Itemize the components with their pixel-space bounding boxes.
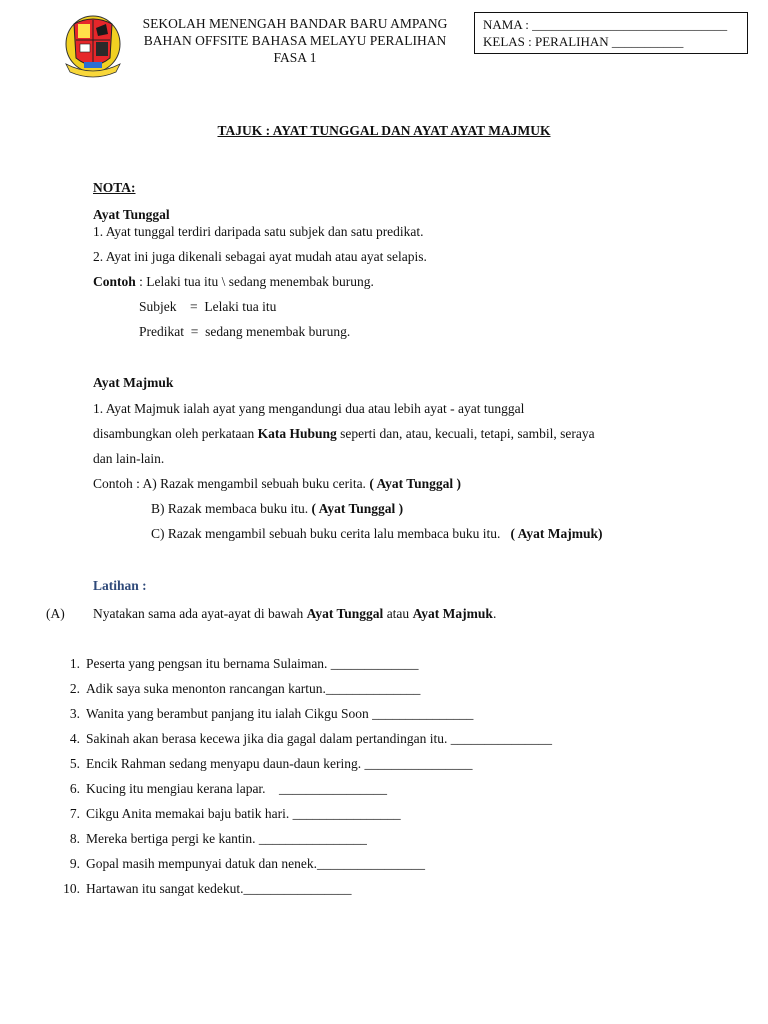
question-text[interactable]: Adik saya suka menonton rancangan kartun.______________ (86, 681, 421, 696)
question-number: 4. (69, 731, 80, 746)
example-b-tag: ( Ayat Tunggal ) (311, 501, 404, 516)
tunggal-example (93, 274, 374, 290)
section-a-label: (A) (46, 606, 65, 621)
question-number: 7. (69, 806, 80, 821)
question-number: 10. (63, 881, 80, 896)
page-title: TAJUK : AYAT TUNGGAL DAN AYAT AYAT MAJMUK (217, 123, 551, 138)
student-id-box (474, 12, 748, 54)
contoh-text: : Lelaki tua itu \ sedang menembak burung. (135, 274, 374, 289)
predikat-line: Predikat = sedang menembak burung. (139, 324, 351, 339)
instr-a: Nyatakan sama ada ayat-ayat di bawah (93, 606, 307, 621)
question-number: 9. (69, 856, 80, 871)
school-header (130, 15, 460, 66)
nota-heading: NOTA: (93, 180, 136, 195)
question-number: 6. (69, 781, 80, 796)
question-text[interactable]: Kucing itu mengiau kerana lapar. ________________ (86, 781, 388, 796)
question-number: 2. (69, 681, 80, 696)
kata-hubung: Kata Hubung (257, 426, 337, 441)
example-c-text: C) Razak mengambil sebuah buku cerita lalu membaca buku itu. (151, 526, 511, 541)
majmuk-example-a (93, 476, 461, 492)
question-number: 3. (69, 706, 80, 721)
example-a-text: Contoh : A) Razak mengambil sebuah buku cerita. (93, 476, 370, 491)
example-a-tag: ( Ayat Tunggal ) (369, 476, 461, 491)
phase-label: FASA 1 (273, 50, 317, 65)
question-text[interactable]: Gopal masih mempunyai datuk dan nenek.________________ (86, 856, 425, 871)
majmuk-para-2c: seperti dan, atau, kecuali, tetapi, sambil, seraya (336, 426, 595, 441)
example-b-text: B) Razak membaca buku itu. (151, 501, 312, 516)
material-title: BAHAN OFFSITE BAHASA MELAYU PERALIHAN (143, 33, 447, 48)
question-number: 5. (69, 756, 80, 771)
majmuk-example-c (151, 526, 603, 542)
question-text[interactable]: Wanita yang berambut panjang itu ialah Cikgu Soon _______________ (86, 706, 474, 721)
question-text[interactable]: Peserta yang pengsan itu bernama Sulaiman. _____________ (86, 656, 419, 671)
majmuk-example-b (151, 501, 403, 517)
tunggal-point-1: 1. Ayat tunggal terdiri daripada satu subjek dan satu predikat. (93, 224, 424, 239)
majmuk-para-2a: disambungkan oleh perkataan (93, 426, 258, 441)
majmuk-heading: Ayat Majmuk (93, 375, 174, 390)
question-text[interactable]: Sakinah akan berasa kecewa jika dia gagal dalam pertandingan itu. _______________ (86, 731, 552, 746)
question-number: 1. (69, 656, 80, 671)
question-text[interactable]: Hartawan itu sangat kedekut.________________ (86, 881, 352, 896)
question-text[interactable]: Cikgu Anita memakai baju batik hari. ________________ (86, 806, 401, 821)
example-c-tag: ( Ayat Majmuk) (510, 526, 603, 541)
school-name: SEKOLAH MENENGAH BANDAR BARU AMPANG (142, 16, 448, 31)
majmuk-para-2 (93, 426, 595, 442)
school-logo (60, 14, 126, 80)
latihan-instruction (93, 606, 496, 622)
tunggal-point-2: 2. Ayat ini juga dikenali sebagai ayat mudah atau ayat selapis. (93, 249, 427, 264)
subjek-line: Subjek = Lelaki tua itu (139, 299, 277, 314)
name-field[interactable]: NAMA : ______________________________ (483, 17, 728, 32)
instr-c: atau (383, 606, 413, 621)
instr-tunggal: Ayat Tunggal (306, 606, 384, 621)
contoh-label: Contoh (93, 274, 136, 289)
question-text[interactable]: Encik Rahman sedang menyapu daun-daun kering. ________________ (86, 756, 473, 771)
majmuk-para-3: dan lain-lain. (93, 451, 165, 466)
question-text[interactable]: Mereka bertiga pergi ke kantin. ________________ (86, 831, 367, 846)
latihan-heading: Latihan : (93, 578, 147, 593)
question-number: 8. (69, 831, 80, 846)
instr-majmuk: Ayat Majmuk (412, 606, 493, 621)
tunggal-heading: Ayat Tunggal (93, 207, 170, 222)
instr-e: . (492, 606, 497, 621)
majmuk-para-1: 1. Ayat Majmuk ialah ayat yang mengandungi dua atau lebih ayat - ayat tunggal (93, 401, 525, 416)
class-field[interactable]: KELAS : PERALIHAN ___________ (483, 34, 684, 49)
